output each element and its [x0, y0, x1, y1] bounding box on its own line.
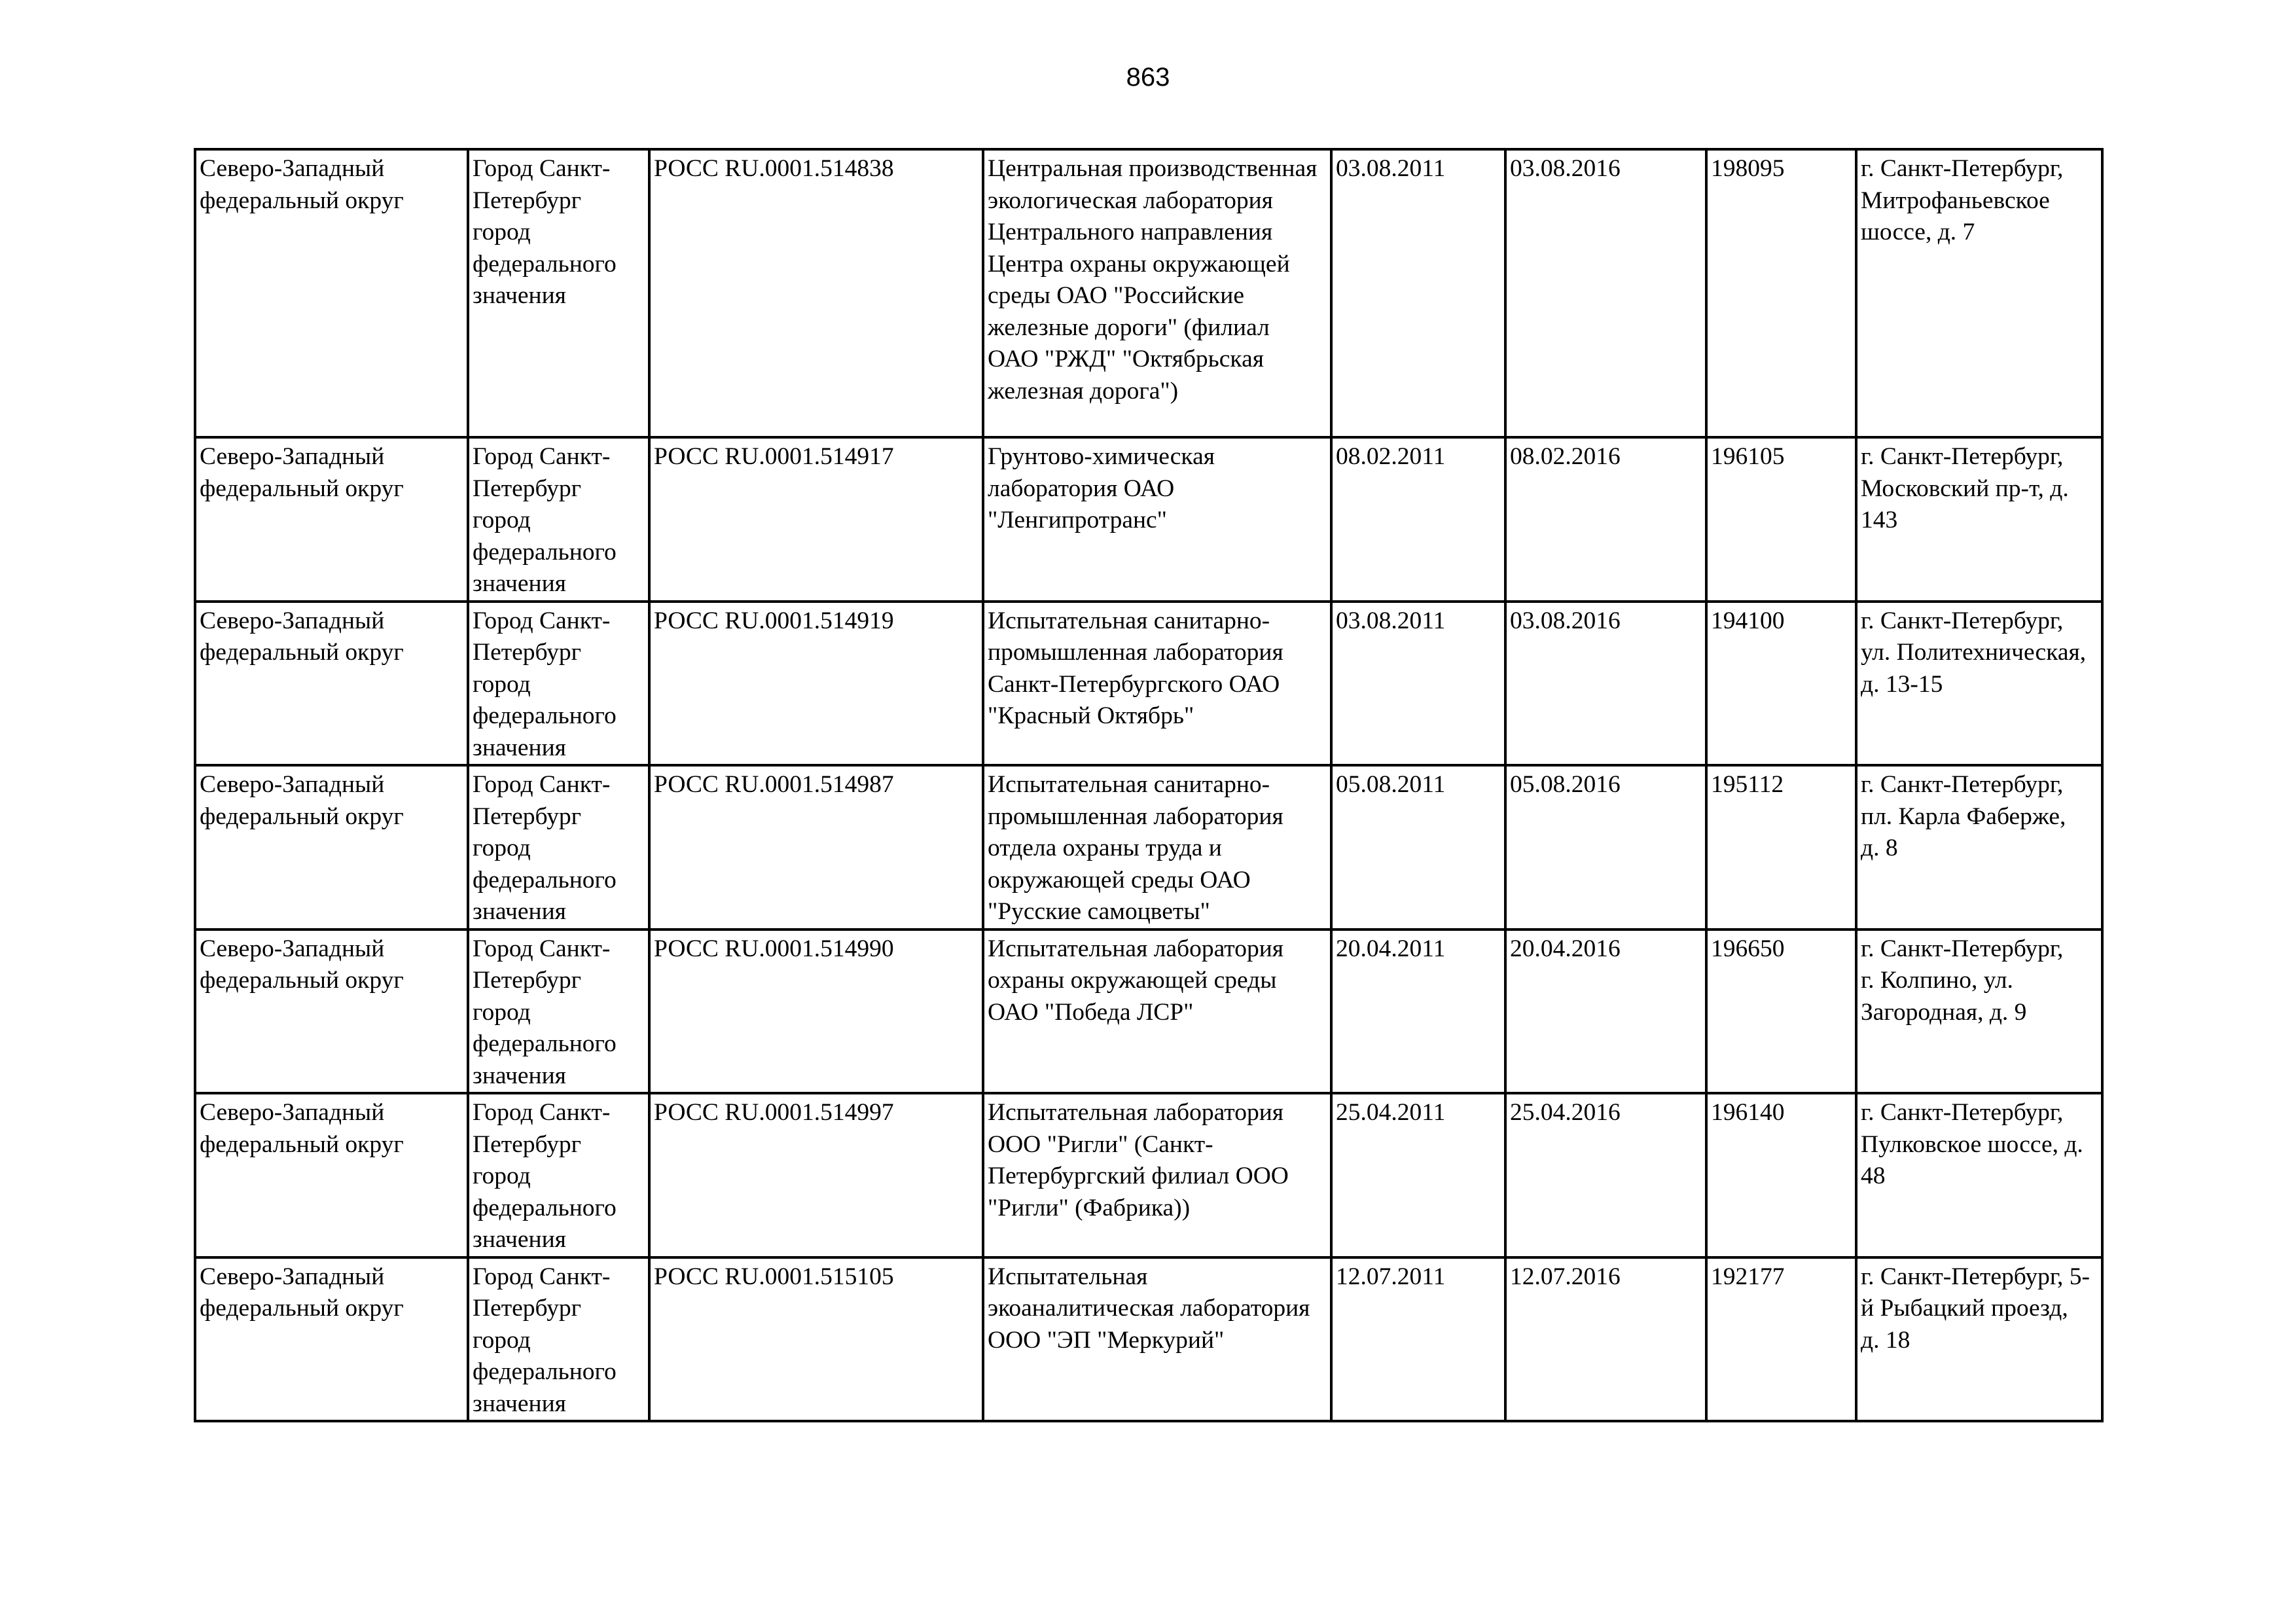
address-cell: г. Санкт-Петербург, Московский пр-т, д. 143 [1856, 437, 2102, 602]
address-cell: г. Санкт-Петербург, пл. Карла Фаберже, д. 8 [1856, 765, 2102, 929]
federal-district-cell: Северо-Западный федеральный округ [195, 437, 468, 602]
organization-cell: Испытательная санитарно- промышленная лаборатория отдела охраны труда и окружающей среды ОАО "Русские самоцветы" [983, 765, 1331, 929]
organization-cell: Испытательная лаборатория ООО "Ригли" (Санкт- Петербургский филиал ООО "Ригли" (Фабрика)) [983, 1093, 1331, 1257]
postcode-cell: 196140 [1706, 1093, 1856, 1257]
registry-table-body [195, 149, 2102, 1421]
issue-date-cell: 03.08.2011 [1331, 602, 1505, 766]
organization-cell: Испытательная экоаналитическая лаборатория ООО "ЭП "Меркурий" [983, 1257, 1331, 1422]
address-cell: г. Санкт-Петербург, ул. Политехническая, д. 13-15 [1856, 602, 2102, 766]
table-row [195, 602, 2102, 766]
expiry-date-cell: 03.08.2016 [1505, 602, 1706, 766]
region-cell: Город Санкт- Петербург город федерального значения [468, 149, 649, 437]
federal-district-cell: Северо-Западный федеральный округ [195, 765, 468, 929]
expiry-date-cell: 08.02.2016 [1505, 437, 1706, 602]
organization-cell: Грунтово-химическая лаборатория ОАО "Ленгипротранс" [983, 437, 1331, 602]
table-row [195, 437, 2102, 602]
issue-date-cell: 03.08.2011 [1331, 149, 1505, 437]
federal-district-cell: Северо-Западный федеральный округ [195, 929, 468, 1094]
postcode-cell: 198095 [1706, 149, 1856, 437]
page-number: 863 [1126, 63, 1170, 92]
issue-date-cell: 08.02.2011 [1331, 437, 1505, 602]
federal-district-cell: Северо-Западный федеральный округ [195, 602, 468, 766]
certificate-number-cell: РОСС RU.0001.514838 [649, 149, 983, 437]
organization-cell: Испытательная лаборатория охраны окружающей среды ОАО "Победа ЛСР" [983, 929, 1331, 1094]
expiry-date-cell: 03.08.2016 [1505, 149, 1706, 437]
postcode-cell: 194100 [1706, 602, 1856, 766]
address-cell: г. Санкт-Петербург, 5- й Рыбацкий проезд, д. 18 [1856, 1257, 2102, 1422]
registry-table [194, 148, 2104, 1422]
table-row [195, 929, 2102, 1094]
issue-date-cell: 25.04.2011 [1331, 1093, 1505, 1257]
expiry-date-cell: 25.04.2016 [1505, 1093, 1706, 1257]
table-row [195, 1257, 2102, 1422]
postcode-cell: 196105 [1706, 437, 1856, 602]
certificate-number-cell: РОСС RU.0001.514997 [649, 1093, 983, 1257]
postcode-cell: 196650 [1706, 929, 1856, 1094]
table-row [195, 149, 2102, 437]
organization-cell: Испытательная санитарно- промышленная лаборатория Санкт-Петербургского ОАО "Красный Октябрь" [983, 602, 1331, 766]
certificate-number-cell: РОСС RU.0001.515105 [649, 1257, 983, 1422]
region-cell: Город Санкт- Петербург город федерального значения [468, 437, 649, 602]
certificate-number-cell: РОСС RU.0001.514990 [649, 929, 983, 1094]
expiry-date-cell: 05.08.2016 [1505, 765, 1706, 929]
federal-district-cell: Северо-Западный федеральный округ [195, 149, 468, 437]
address-cell: г. Санкт-Петербург, г. Колпино, ул. Загородная, д. 9 [1856, 929, 2102, 1094]
region-cell: Город Санкт- Петербург город федерального значения [468, 1093, 649, 1257]
certificate-number-cell: РОСС RU.0001.514987 [649, 765, 983, 929]
organization-cell: Центральная производственная экологическая лаборатория Центрального направления Центра охраны окружающей среды ОАО "Российские железные дороги" (филиал ОАО "РЖД" "Октябрьская железная дорога") [983, 149, 1331, 437]
postcode-cell: 192177 [1706, 1257, 1856, 1422]
federal-district-cell: Северо-Западный федеральный округ [195, 1257, 468, 1422]
region-cell: Город Санкт- Петербург город федерального значения [468, 929, 649, 1094]
postcode-cell: 195112 [1706, 765, 1856, 929]
table-row [195, 1093, 2102, 1257]
issue-date-cell: 20.04.2011 [1331, 929, 1505, 1094]
federal-district-cell: Северо-Западный федеральный округ [195, 1093, 468, 1257]
region-cell: Город Санкт- Петербург город федерального значения [468, 1257, 649, 1422]
region-cell: Город Санкт- Петербург город федерального значения [468, 602, 649, 766]
issue-date-cell: 12.07.2011 [1331, 1257, 1505, 1422]
address-cell: г. Санкт-Петербург, Пулковское шоссе, д. 48 [1856, 1093, 2102, 1257]
issue-date-cell: 05.08.2011 [1331, 765, 1505, 929]
address-cell: г. Санкт-Петербург, Митрофаньевское шоссе, д. 7 [1856, 149, 2102, 437]
table-row [195, 765, 2102, 929]
certificate-number-cell: РОСС RU.0001.514917 [649, 437, 983, 602]
expiry-date-cell: 20.04.2016 [1505, 929, 1706, 1094]
expiry-date-cell: 12.07.2016 [1505, 1257, 1706, 1422]
certificate-number-cell: РОСС RU.0001.514919 [649, 602, 983, 766]
region-cell: Город Санкт- Петербург город федерального значения [468, 765, 649, 929]
